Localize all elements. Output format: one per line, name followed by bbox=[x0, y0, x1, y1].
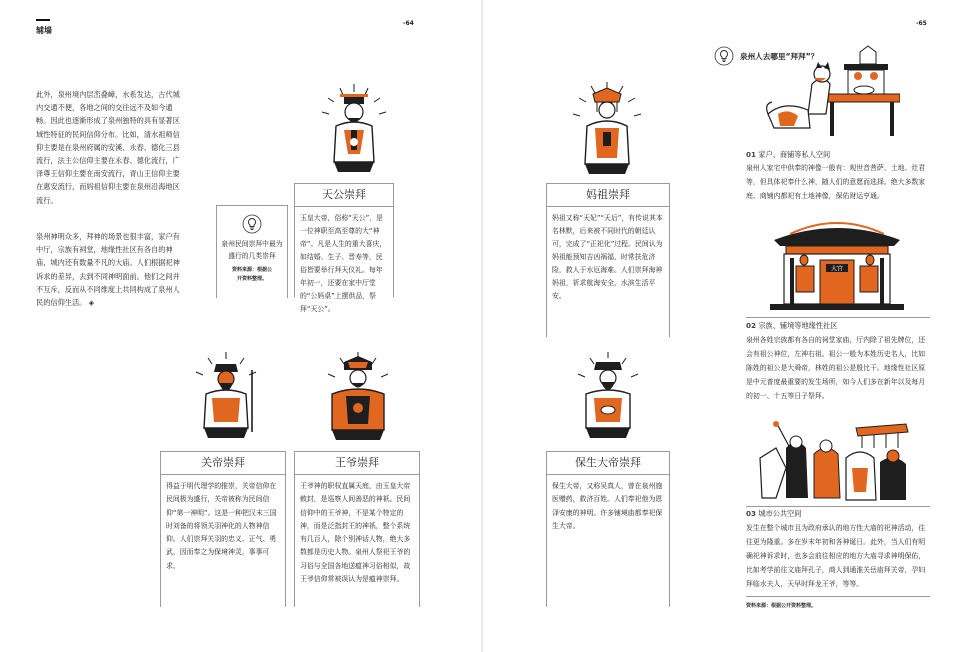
mazu-card bbox=[546, 183, 670, 337]
section-03-number: 03 bbox=[746, 509, 757, 518]
temple-plaque: 大宫 bbox=[830, 265, 844, 273]
end-mark-icon: ◈ bbox=[88, 298, 95, 308]
section-03-title: 城市公共空间 bbox=[758, 509, 802, 518]
section-marker-bar bbox=[36, 19, 50, 21]
procession-illustration bbox=[756, 418, 916, 512]
divider-02 bbox=[746, 317, 930, 318]
note-source: 资料来源：根据公开资料整理。 bbox=[231, 267, 272, 282]
wangye-text: 王爷神的职权直属天庭，由玉皇大帝敕封，是巡察人间善恶的神祇。民间信仰中的王爷神，不是某个特定的神，而是泛指封王的神祇，整个系统有几百人，除个别神话人物，绝大多数都是历史人物。泉州人祭祀王爷的习俗与全国各地送瘟神习俗相似，故王爷信仰常被误认为是瘟神崇拜。 bbox=[300, 482, 411, 584]
lightbulb-icon bbox=[242, 214, 262, 234]
intro-paragraph-2-block bbox=[36, 230, 184, 309]
wangye-card bbox=[294, 451, 420, 607]
tiangong-illustration bbox=[314, 82, 394, 178]
baosheng-text: 保生大帝，又称吴真人，曾在泉州施医赠药，救济百姓。人们奉祀他为恩泽安康的神明。许多铺境庙都奉祀保生大帝。 bbox=[552, 482, 663, 530]
right-page-source: 资料来源：根据公开资料整理。 bbox=[746, 603, 817, 609]
guandi-title: 关帝崇拜 bbox=[161, 451, 285, 475]
guandi-illustration bbox=[186, 352, 266, 442]
divider-source bbox=[746, 596, 930, 597]
section-01-heading bbox=[746, 150, 830, 160]
note-top-rule bbox=[217, 205, 287, 206]
divider-03 bbox=[746, 506, 930, 507]
home-altar-illustration bbox=[764, 44, 900, 144]
wangye-title: 王爷崇拜 bbox=[295, 451, 419, 475]
note-title: 泉州民间崇拜中最为盛行的几类崇拜 bbox=[221, 240, 283, 260]
tiangong-text: 玉皇大帝，俗称“天公”，是一位神职至高至尊的大“神帝”。凡是人生的重大喜庆，如结婚、生子、晋寿等，民俗皆要举行拜天仪礼。每年年初一，还要在家中厅堂的“公妈桌”上摆供品，祭拜“天公”。 bbox=[300, 214, 387, 313]
tiangong-card bbox=[294, 183, 394, 313]
tiangong-title: 天公崇拜 bbox=[295, 183, 393, 207]
right-page-number: -65 bbox=[916, 20, 927, 27]
lightbulb-icon bbox=[714, 46, 734, 66]
question-title: 泉州人去哪里“拜拜”？ bbox=[740, 52, 819, 61]
guandi-text: 得益于明代理学的推崇，关帝信仰在民间极为盛行，关帝被称为民间信仰“第一神明”。这是一种把汉末三国时刘备的将领关羽神化的人物神信仰。人们崇拜关羽的忠义、正气、勇武，因而奉之为保境神灵，事事可求。 bbox=[166, 482, 277, 570]
section-02-number: 02 bbox=[746, 321, 757, 330]
section-03-heading bbox=[746, 509, 801, 519]
mazu-text: 妈祖又称“天妃”“天后”，有传说其本名林默，后来被不同时代的朝廷认可，完成了“正祀化”过程。民间认为妈祖能预知吉凶祸福，时常扶危济险，救人于水厄海难。人们崇拜海神妈祖，祈求航海安全，水滨生活平安。 bbox=[552, 214, 663, 300]
mazu-illustration bbox=[567, 82, 647, 178]
intro-paragraph-2: 泉州神明众多，拜神的场景也很丰富，家户有中厅，宗族有祠堂，地缘性社区有各自的神庙，城内还有数量不凡的大庙。人们根据祀神诉求的差异，去到不同神明面前。他们之间并不互斥，反而从不同维度上共同构成了泉州人民的信仰生活。 bbox=[36, 232, 180, 308]
wangye-illustration bbox=[318, 352, 398, 442]
section-title: 辅墙 bbox=[36, 26, 52, 35]
section-02-title: 宗族、铺境等地缘性社区 bbox=[758, 321, 838, 330]
baosheng-title: 保生大帝崇拜 bbox=[547, 451, 669, 475]
guandi-card bbox=[160, 451, 286, 607]
baosheng-illustration bbox=[568, 352, 648, 442]
section-01-number: 01 bbox=[746, 150, 757, 159]
mazu-title: 妈祖崇拜 bbox=[547, 183, 669, 207]
section-02-heading bbox=[746, 321, 837, 331]
baosheng-card bbox=[546, 451, 670, 607]
temple-illustration bbox=[770, 212, 904, 316]
left-page-number: -64 bbox=[403, 20, 414, 27]
section-01-text: 泉州人家宅中供奉的神像一般有：观世音菩萨、土地、灶君等，但具体祀奉什么神，随人们的意愿而选择。绝大多数家庭、商铺内都祀有土地神像，保佑财运亨通。 bbox=[746, 164, 926, 200]
section-02-text: 泉州各姓宗族都有各自的祠堂家庙，厅内除了祖先牌位，还会有祖公神位，左神右祖。祖公一般为本姓历史名人，比如陈姓的祖公是大舜帝，林姓的祖公是殷比干。地缘性社区原是中元普度最重要的发生场所，如今人们多在新年以及每月的初一、十五等日子祭拜。 bbox=[746, 336, 926, 400]
popular-cults-note bbox=[216, 205, 288, 298]
page-gutter bbox=[481, 0, 483, 652]
section-01-title: 家户、商铺等私人空间 bbox=[758, 150, 831, 159]
intro-paragraph-1: 此外，泉州境内层峦叠嶂，水系发达，古代城内交通不便，各地之间的交往远不及如今通畅。因此也逐渐形成了泉州独特的具有显著区域性特征的民间信仰分布。比如，清水祖师信仰主要是在泉州府属的安溪、永春、德化三县流行，法主公信仰主要在永春、德化流行，广泽尊王信仰主要在南安流行，青山王信仰主要在惠安流行，而妈祖信仰主要在泉州沿海地区流行。 bbox=[36, 90, 180, 205]
section-03-text: 发生在整个城市且为政府承认的地方性大庙的祀神活动，往往更为隆重。多在岁末年初和各神诞日。此外，当人们有明确祀神诉求时，也多会前往相应的地方大庙寻求神明保佑，比如考学前往文庙拜孔子，商人到通淮关岳庙拜关帝，孕妇拜临水夫人，天早时拜龙王爷，等等。 bbox=[746, 524, 926, 588]
